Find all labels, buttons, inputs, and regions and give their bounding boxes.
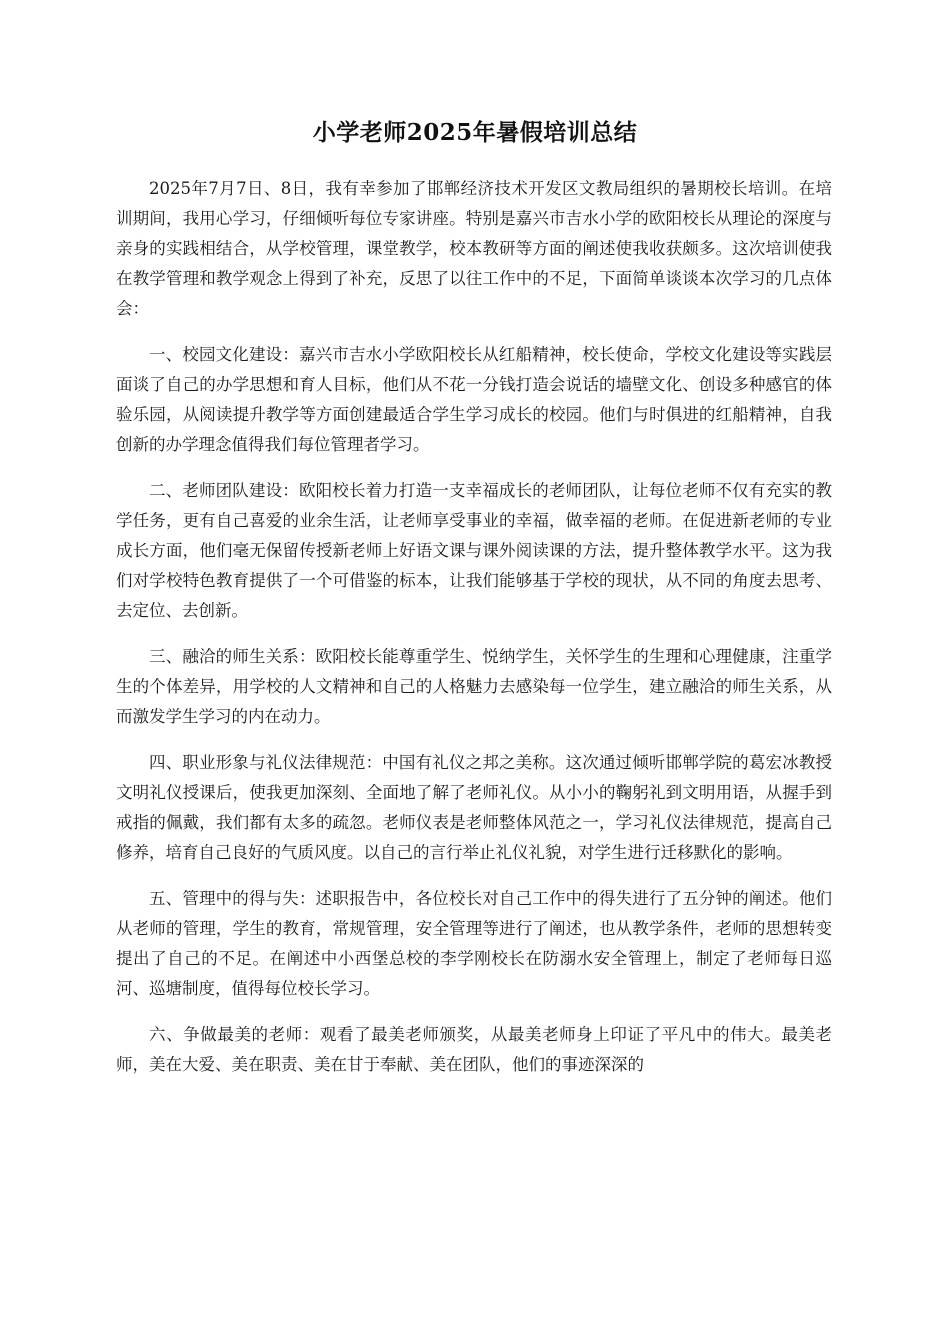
document-body: [116, 174, 832, 1096]
paragraph-teacher-student-relations: 三、融洽的师生关系：欧阳校长能尊重学生、悦纳学生，关怀学生的生理和心理健康，注重学生的个体差异，用学校的人文精神和自己的人格魅力去感染每一位学生，建立融洽的师生关系，从而激发学生学习的内在动力。: [116, 647, 832, 726]
paragraph-intro: 2025年7月7日、8日，我有幸参加了邯郸经济技术开发区文教局组织的暑期校长培训。在培训期间，我用心学习，仔细倾听每位专家讲座。特别是嘉兴市吉水小学的欧阳校长从理论的深度与亲身的实践相结合，从学校管理，课堂教学，校本教研等方面的阐述使我收获颇多。这次培训使我在教学管理和教学观念上得到了补充，反思了以往工作中的不足，下面简单谈谈本次学习的几点体会：: [116, 179, 832, 318]
paragraph-etiquette: 四、职业形象与礼仪法律规范：中国有礼仪之邦之美称。这次通过倾听邯郸学院的葛宏冰教授文明礼仪授课后，使我更加深刻、全面地了解了老师礼仪。从小小的鞠躬礼到文明用语，从握手到戒指的佩戴，我们都有太多的疏忽。老师仪表是老师整体风范之一，学习礼仪法律规范，提高自己修养，培育自己良好的气质风度。以自己的言行举止礼仪礼貌，对学生进行迁移默化的影响。: [116, 753, 832, 862]
paragraph-campus-culture: 一、校园文化建设：嘉兴市吉水小学欧阳校长从红船精神，校长使命，学校文化建设等实践层面谈了自己的办学思想和育人目标，他们从不花一分钱打造会说话的墙壁文化、创设多种感官的体验乐园，从阅读提升教学等方面创建最适合学生学习成长的校园。他们与时俱进的红船精神，自我创新的办学理念值得我们每位管理者学习。: [116, 345, 832, 454]
paragraph-management: 五、管理中的得与失：述职报告中，各位校长对自己工作中的得失进行了五分钟的阐述。他们从老师的管理，学生的教育，常规管理，安全管理等进行了阐述，也从教学条件，老师的思想转变提出了自己的不足。在阐述中小西堡总校的李学刚校长在防溺水安全管理上，制定了老师每日巡河、巡塘制度，值得每位校长学习。: [116, 889, 832, 998]
document-title: 小学老师2025年暑假培训总结: [312, 119, 638, 146]
paragraph-best-teacher: 六、争做最美的老师：观看了最美老师颁奖，从最美老师身上印证了平凡中的伟大。最美老师，美在大爱、美在职责、美在甘于奉献、美在团队，他们的事迹深深的: [116, 1025, 832, 1074]
paragraph-teacher-team: 二、老师团队建设：欧阳校长着力打造一支幸福成长的老师团队，让每位老师不仅有充实的教学任务，更有自己喜爱的业余生活，让老师享受事业的幸福，做幸福的老师。在促进新老师的专业成长方面，他们毫无保留传授新老师上好语文课与课外阅读课的方法，提升整体教学水平。这为我们对学校特色教育提供了一个可借鉴的标本，让我们能够基于学校的现状，从不同的角度去思考、去定位、去创新。: [116, 481, 832, 620]
